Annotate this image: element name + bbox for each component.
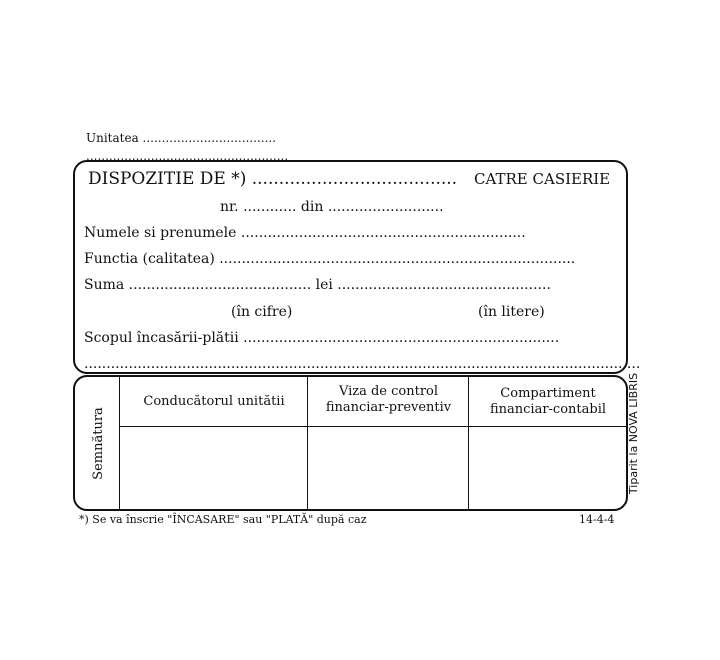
functia-line: Functia (calitatea) ................................................................................ [84,251,576,267]
scopul-line: Scopul încasării-plătii ....................................................................... [84,330,560,346]
signature-field-conducator[interactable] [121,429,307,509]
col-compartiment-header [470,386,626,418]
blank-dotted-line: ............................................................................................................................. [84,356,641,372]
semnatura-label: Semnătura [90,406,106,480]
form-title-text: DISPOZITIE DE *) ...................................... [88,169,458,189]
numele-line: Numele si prenumele ................................................................ [84,225,526,241]
table-header-divider [119,426,626,427]
col-viza-label-line1: Viza de control [338,384,439,399]
in-litere-label: (în litere) [478,304,545,320]
form-title [88,169,611,189]
suma-line: Suma ......................................... lei ................................................ [84,277,551,293]
printer-note [623,372,645,494]
table-divider [119,377,120,509]
form-title-tail: CATRE CASIERIE [474,170,611,188]
unitatea-line: Unitatea ................................... [86,131,277,145]
form-code: 14-4-4 [579,513,615,526]
table-divider [468,377,469,509]
footnote: *) Se va înscrie "ÎNCASARE" sau "PLATĂ" după caz [79,513,367,526]
table-divider [307,377,308,509]
signature-field-viza[interactable] [309,429,468,509]
signature-field-compartiment[interactable] [470,429,626,509]
col-viza-header [309,384,468,416]
col-viza-label-line2: financiar-preventiv [325,400,452,415]
col-conducator-header [121,394,307,410]
in-cifre-label: (în cifre) [231,304,293,320]
col-compartiment-label-line1: Compartiment [500,386,596,401]
col-compartiment-label-line2: financiar-contabil [489,402,607,417]
semnatura-label-cell [83,387,113,499]
signature-table [73,375,628,511]
unitatea-line-continuation: ..................................................... [86,149,289,163]
printer-note-text: Tiparit la NOVA LIBRIS [627,372,641,494]
col-conducator-label: Conducătorul unitătii [143,394,285,409]
nr-din-line: nr. ............ din .......................... [220,199,444,215]
